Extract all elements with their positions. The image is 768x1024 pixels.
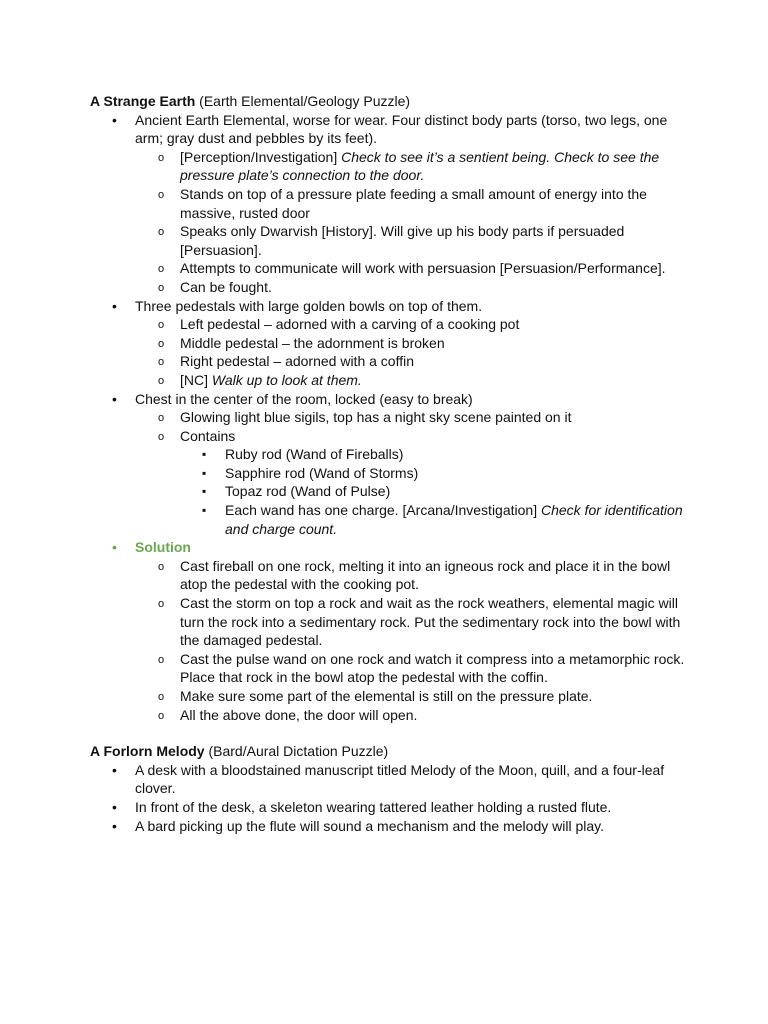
list-item: o [Perception/Investigation] Check to see it’s a sentient being. Check to see the pressure plate’s connection to the door. xyxy=(135,148,690,185)
document-page xyxy=(90,92,690,835)
list-item: • Three pedestals with large golden bowls on top of them. o Left pedestal – adorned with a carving of a cooking pot o Middle pedestal – the adornment is broken o Right pedestal – adorned with a coffin o [NC] Walk up to look at them. xyxy=(90,297,690,390)
list-item: ▪ Sapphire rod (Wand of Storms) xyxy=(180,464,690,483)
list-item: • A bard picking up the flute will sound a mechanism and the melody will play. xyxy=(90,817,690,836)
section-title-bold: A Forlorn Melody xyxy=(90,743,205,760)
list-item: o Can be fought. xyxy=(135,278,690,297)
list-item: o Left pedestal – adorned with a carving of a cooking pot xyxy=(135,315,690,334)
section-gap xyxy=(90,724,690,742)
list-item: o [NC] Walk up to look at them. xyxy=(135,371,690,390)
section-title-subtitle: (Bard/Aural Dictation Puzzle) xyxy=(204,743,389,760)
section-strange-earth xyxy=(90,92,690,724)
list-item: o Right pedestal – adorned with a coffin xyxy=(135,352,690,371)
list-item: o Cast the storm on top a rock and wait as the rock weathers, elemental magic will turn the rock into a sedimentary rock. Put the sedimentary rock into the bowl with the damaged pedestal. xyxy=(135,594,690,650)
section-title-bold: A Strange Earth xyxy=(90,93,196,109)
list-item: • Chest in the center of the room, locked (easy to break) o Glowing light blue sigils, top has a night sky scene painted on it o Contains ▪ Ruby rod (Wand of Fireballs) ▪ Sapphire rod (Wand of Storms) ▪ Topaz rod (Wand of Pulse) ▪ Each wand has one charge. [Arcana/Investigation] Check for identification and charge count. xyxy=(90,390,690,539)
bullet-list xyxy=(90,111,690,725)
list-item: ▪ Each wand has one charge. [Arcana/Investigation] Check for identification and charge count. xyxy=(180,501,690,538)
list-item: o Contains ▪ Ruby rod (Wand of Fireballs) ▪ Sapphire rod (Wand of Storms) ▪ Topaz rod (Wand of Pulse) ▪ Each wand has one charge. [Arcana/Investigation] Check for identification and charge count. xyxy=(135,427,690,539)
list-item: o Cast fireball on one rock, melting it into an igneous rock and place it in the bowl atop the pedestal with the cooking pot. xyxy=(135,557,690,594)
list-item: o Glowing light blue sigils, top has a night sky scene painted on it xyxy=(135,408,690,427)
section-forlorn-melody xyxy=(90,742,690,835)
list-item: • In front of the desk, a skeleton wearing tattered leather holding a rusted flute. xyxy=(90,798,690,817)
list-item: o Speaks only Dwarvish [History]. Will give up his body parts if persuaded [Persuasion]. xyxy=(135,222,690,259)
list-item: o Cast the pulse wand on one rock and watch it compress into a metamorphic rock. Place that rock in the bowl atop the pedestal with the coffin. xyxy=(135,650,690,687)
list-item: o Stands on top of a pressure plate feeding a small amount of energy into the massive, rusted door xyxy=(135,185,690,222)
sub-list xyxy=(135,315,690,389)
section-title xyxy=(90,92,690,111)
bullet-list xyxy=(90,761,690,835)
list-item: ▪ Topaz rod (Wand of Pulse) xyxy=(180,482,690,501)
list-item: • A desk with a bloodstained manuscript titled Melody of the Moon, quill, and a four-leaf clover. xyxy=(90,761,690,798)
sub-sub-list xyxy=(180,445,690,538)
list-item: ▪ Ruby rod (Wand of Fireballs) xyxy=(180,445,690,464)
list-item: o All the above done, the door will open. xyxy=(135,706,690,725)
section-title-subtitle: (Earth Elemental/Geology Puzzle) xyxy=(195,93,411,109)
solution-item xyxy=(90,538,690,724)
section-title xyxy=(90,742,690,761)
list-item: o Attempts to communicate will work with persuasion [Persuasion/Performance]. xyxy=(135,259,690,278)
list-item: o Make sure some part of the elemental is still on the pressure plate. xyxy=(135,687,690,706)
solution-heading: Solution xyxy=(135,539,191,556)
sub-list xyxy=(135,148,690,297)
list-item: • Ancient Earth Elemental, worse for wear. Four distinct body parts (torso, two legs, one arm; gray dust and pebbles by its feet). o [Perception/Investigation] Check to see it’s a sentient being. Check to see the pressure plate’s connection to the door. o Stands on top of a pressure plate feeding a small amount of energy into the massive, rusted door o Speaks only Dwarvish [History]. Will give up his body parts if persuaded [Persuasion]. o Attempts to communicate will work with persuasion [Persuasion/Performance]. o Can be fought. xyxy=(90,111,690,297)
list-item: o Middle pedestal – the adornment is broken xyxy=(135,334,690,353)
sub-list xyxy=(135,557,690,724)
sub-list xyxy=(135,408,690,538)
